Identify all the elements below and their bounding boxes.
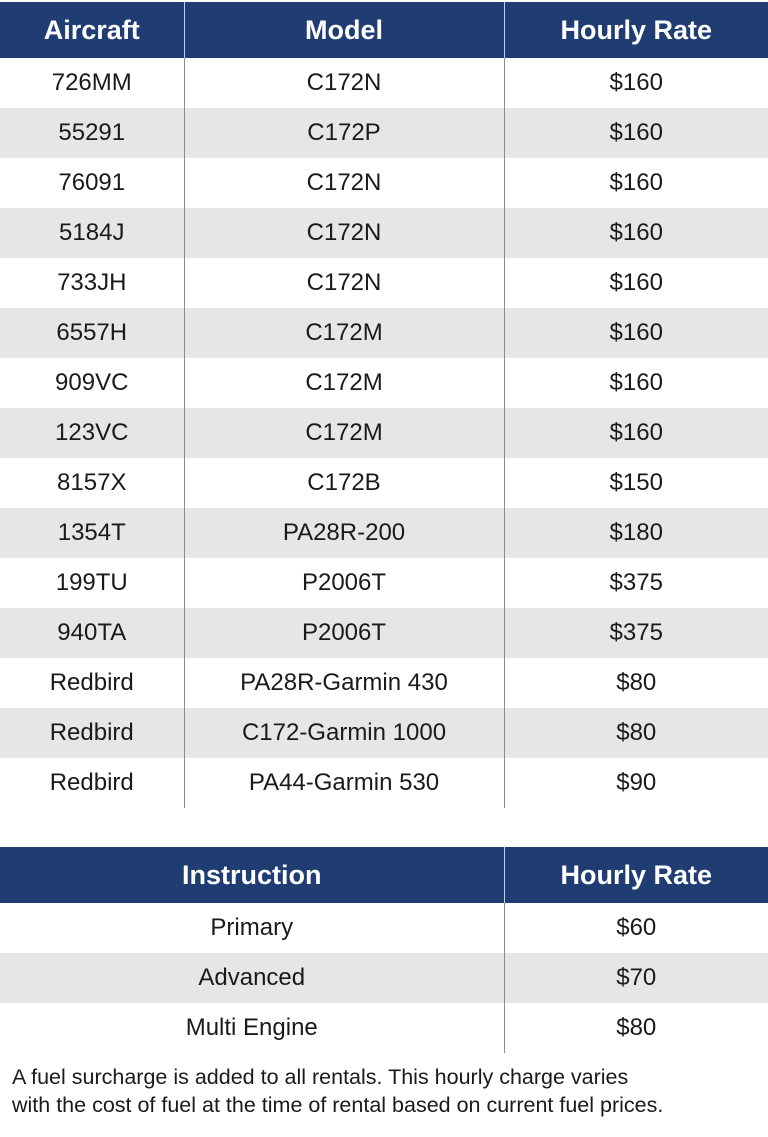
model-cell: C172N [184,58,504,108]
table-row [0,58,768,108]
header-aircraft: Aircraft [0,2,184,58]
model-cell: C172M [184,358,504,408]
hourly-rate-cell: $160 [504,408,768,458]
hourly-rate-cell: $80 [504,708,768,758]
instruction-rates-table [0,847,768,1053]
footnote-line: with the cost of fuel at the time of rental based on current fuel prices. [12,1093,664,1117]
header-hourly-rate: Hourly Rate [504,2,768,58]
aircraft-cell: 6557H [0,308,184,358]
model-cell: C172N [184,158,504,208]
table-row [0,358,768,408]
instruction-header-row [0,847,768,903]
table-row [0,408,768,458]
aircraft-cell: 5184J [0,208,184,258]
table-row [0,458,768,508]
aircraft-cell: 733JH [57,269,127,296]
hourly-rate-cell: $160 [504,308,768,358]
hourly-rate-cell: $160 [504,208,768,258]
aircraft-rates-table [0,2,768,808]
model-cell: C172N [184,208,504,258]
table-row [0,208,768,258]
aircraft-cell: 940TA [0,608,184,658]
model-cell: C172M [184,308,504,358]
aircraft-cell: 909VC [55,369,129,396]
model-cell: C172-Garmin 1000 [184,708,504,758]
table-row [0,258,768,308]
instruction-cell: Multi Engine [185,1014,318,1041]
model-cell: C172M [184,408,504,458]
hourly-rate-cell: $180 [504,508,768,558]
table-row [0,608,768,658]
hourly-rate-cell: $150 [504,458,768,508]
model-cell: C172N [184,258,504,308]
hourly-rate-cell: $160 [504,108,768,158]
hourly-rate-cell: $70 [504,953,768,1003]
model-cell: P2006T [184,558,504,608]
header-model: Model [184,2,504,58]
hourly-rate-cell: $80 [504,658,768,708]
model-cell: C172B [184,458,504,508]
table-row [0,158,768,208]
hourly-rate-cell: $60 [504,903,768,953]
hourly-rate-cell: $160 [504,258,768,308]
aircraft-cell: 1354T [0,508,184,558]
hourly-rate-cell: $375 [504,608,768,658]
hourly-rate-cell: $160 [504,358,768,408]
aircraft-header-row [0,2,768,58]
instruction-cell: Primary [210,914,294,941]
aircraft-cell: Redbird [0,708,184,758]
hourly-rate-cell: $375 [504,558,768,608]
table-row [0,1003,768,1053]
model-cell: P2006T [184,608,504,658]
model-cell: PA28R-200 [184,508,504,558]
model-cell: PA28R-Garmin 430 [184,658,504,708]
aircraft-cell: Redbird [49,669,134,696]
table-row [0,953,768,1003]
table-row [0,658,768,708]
hourly-rate-cell: $90 [504,758,768,808]
aircraft-cell: 55291 [0,108,184,158]
model-cell: C172P [184,108,504,158]
table-row [0,903,768,953]
footnote-line: A fuel surcharge is added to all rentals. This hourly charge varies [12,1065,629,1089]
table-row [0,708,768,758]
aircraft-cell: 199TU [55,569,128,596]
fuel-surcharge-note [12,1063,762,1119]
aircraft-cell: 76091 [58,169,126,196]
aircraft-cell: 8157X [57,469,127,496]
table-row [0,758,768,808]
hourly-rate-cell: $160 [504,58,768,108]
header-instruction: Instruction [0,847,504,903]
table-row [0,108,768,158]
table-row [0,508,768,558]
aircraft-cell: 123VC [0,408,184,458]
model-cell: PA44-Garmin 530 [184,758,504,808]
hourly-rate-cell: $80 [504,1003,768,1053]
table-row [0,308,768,358]
header-hourly-rate: Hourly Rate [504,847,768,903]
hourly-rate-cell: $160 [504,158,768,208]
aircraft-cell: 726MM [51,69,132,96]
instruction-cell: Advanced [0,953,504,1003]
table-row [0,558,768,608]
aircraft-cell: Redbird [49,769,134,796]
